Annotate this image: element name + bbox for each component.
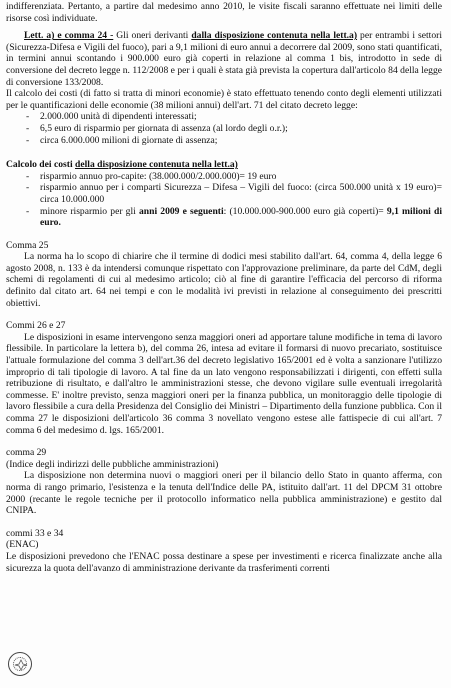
list-item: - 2.000.000 unità di dipendenti interessati; (40, 111, 442, 123)
calcolo-heading: Calcolo dei costi della disposizione contenuta nella lett.a) (6, 159, 238, 171)
elements-list (6, 111, 442, 146)
list-item: - risparmio annuo per i comparti Sicurezza – Difesa – Vigili del fuoco: (circa 500.000 unità x 19 euro)= circa 10.000.000 (40, 182, 442, 205)
list-item: - risparmio annuo pro-capite: (38.000.000/2.000.000)= 19 euro (40, 171, 442, 183)
official-stamp-icon (8, 652, 32, 676)
lett-a-paragraph: Lett. a) e comma 24 - Gli oneri derivanti dalla disposizione contenuta nella lett.a) per entrambi i settori (Sicurezza-Difesa e Vigili del fuoco), pari a 9,1 milioni di euro annui a decorrere dal 2009, sono stati quantificati, in termini annui scontando i 900.000 euro già coperti in relazione al comma 1 bis, introdotto in sede di conversione del decreto legge n. 112/2008 e per i quali è stata già prevista la copertura dall'articolo 84 della legge di conversione 133/2008. (6, 30, 442, 88)
list-item: - minore risparmio per gli anni 2009 e seguenti: (10.000.000-900.000 euro già coperti)= 9,1 milioni di euro. (40, 206, 442, 229)
commi33-34-paragraph: Le disposizioni prevedono che l'ENAC possa destinare a spese per investimenti e ricerca finalizzate anche alla sicurezza la quota dell'avanzo di amministrazione derivante da trasferimenti correnti (6, 550, 442, 574)
comma29-paragraph: La disposizione non determina nuovi o maggiori oneri per il bilancio dello Stato in quanto afferma, con norma di rango primario, l'esistenza e la tenuta dell'Indice delle PA, istituito dall'art. 11 del DPCM 31 ottobre 2000 (recante le regole tecniche per il protocollo informatico nella pubblica amministrazione) e gestito dal CNIPA. (6, 470, 442, 517)
calcolo-list (6, 171, 442, 229)
calcolo-intro-paragraph: Il calcolo dei costi (di fatto si tratta di minori economie) è stato effettuato tenendo conto degli elementi utilizzati per le quantificazioni delle economie (38 milioni annui) dell'art. 71 del citato decreto legge: (6, 88, 442, 111)
commi26-27-heading: Commi 26 e 27 (6, 320, 66, 332)
commi33-34-heading: commi 33 e 34 (6, 527, 64, 539)
stamp-emblem-icon (14, 658, 28, 672)
comma25-paragraph: La norma ha lo scopo di chiarire che il termine di dodici mesi stabilito dall'art. 64, comma 4, della legge 6 agosto 2008, n. 133 è da intendersi comunque rispettato con l'approvazione preliminare, da parte del CdM, degli schemi di regolamenti di cui al medesimo articolo; ciò al fine di garantire l'efficacia del percorso di riforma definito dal citato art. 64 nei tempi e con le modalità ivi previsti in relazione al conseguimento dei prescritti obiettivi. (6, 251, 442, 309)
lett-a-heading: Lett. a) e comma 24 - (24, 30, 114, 42)
lett-a-underlined: dalla disposizione contenuta nella lett.a) (191, 30, 358, 42)
intro-paragraph: indifferenziata. Pertanto, a partire dal medesimo anno 2010, le visite fiscali saranno effettuate nei limiti delle risorse così individuate. (6, 1, 442, 24)
commi33-34-subheading: (ENAC) (6, 539, 39, 551)
commi26-27-paragraph: Le disposizioni in esame intervengono senza maggiori oneri ad apportare talune modifiche in tema di lavoro flessibile. In particolare la lettera b), del comma 26, intesa ad evitare il formarsi di nuovo precariato, sostituisce l'attuale formulazione del comma 3 dell'art.36 del decreto legislativo 165/2001 ed è volta a sanzionare l'utilizzo improprio di tali tipologie di lavoro. A tal fine da un lato vengono responsabilizzati i dirigenti, con effetti sulla retribuzione di risultato, e dall'altro le amministrazioni stesse, che devono vigilare sulle eventuali irregolarità commesse. E' inoltre previsto, senza maggiori oneri per la finanza pubblica, un monitoraggio delle tipologie di lavoro flessibile a cura della Presidenza del Consiglio dei Ministri – Dipartimento della funzione pubblica. Con il comma 27 le disposizioni dell'articolo 36 comma 3 novellato vengono estese alle fattispecie di cui all'art. 7 comma 6 del medesimo d. lgs. 165/2001. (6, 331, 442, 436)
comma25-heading: Comma 25 (6, 239, 49, 251)
document-body (6, 1, 442, 574)
comma29-subheading: (Indice degli indirizzi delle pubbliche amministrazioni) (6, 458, 219, 470)
list-item: - circa 6.000.000 milioni di giornate di assenza; (40, 135, 442, 147)
comma29-heading: comma 29 (6, 447, 47, 459)
list-item: - 6,5 euro di risparmio per giornata di assenza (al lordo degli o.r.); (40, 123, 442, 135)
